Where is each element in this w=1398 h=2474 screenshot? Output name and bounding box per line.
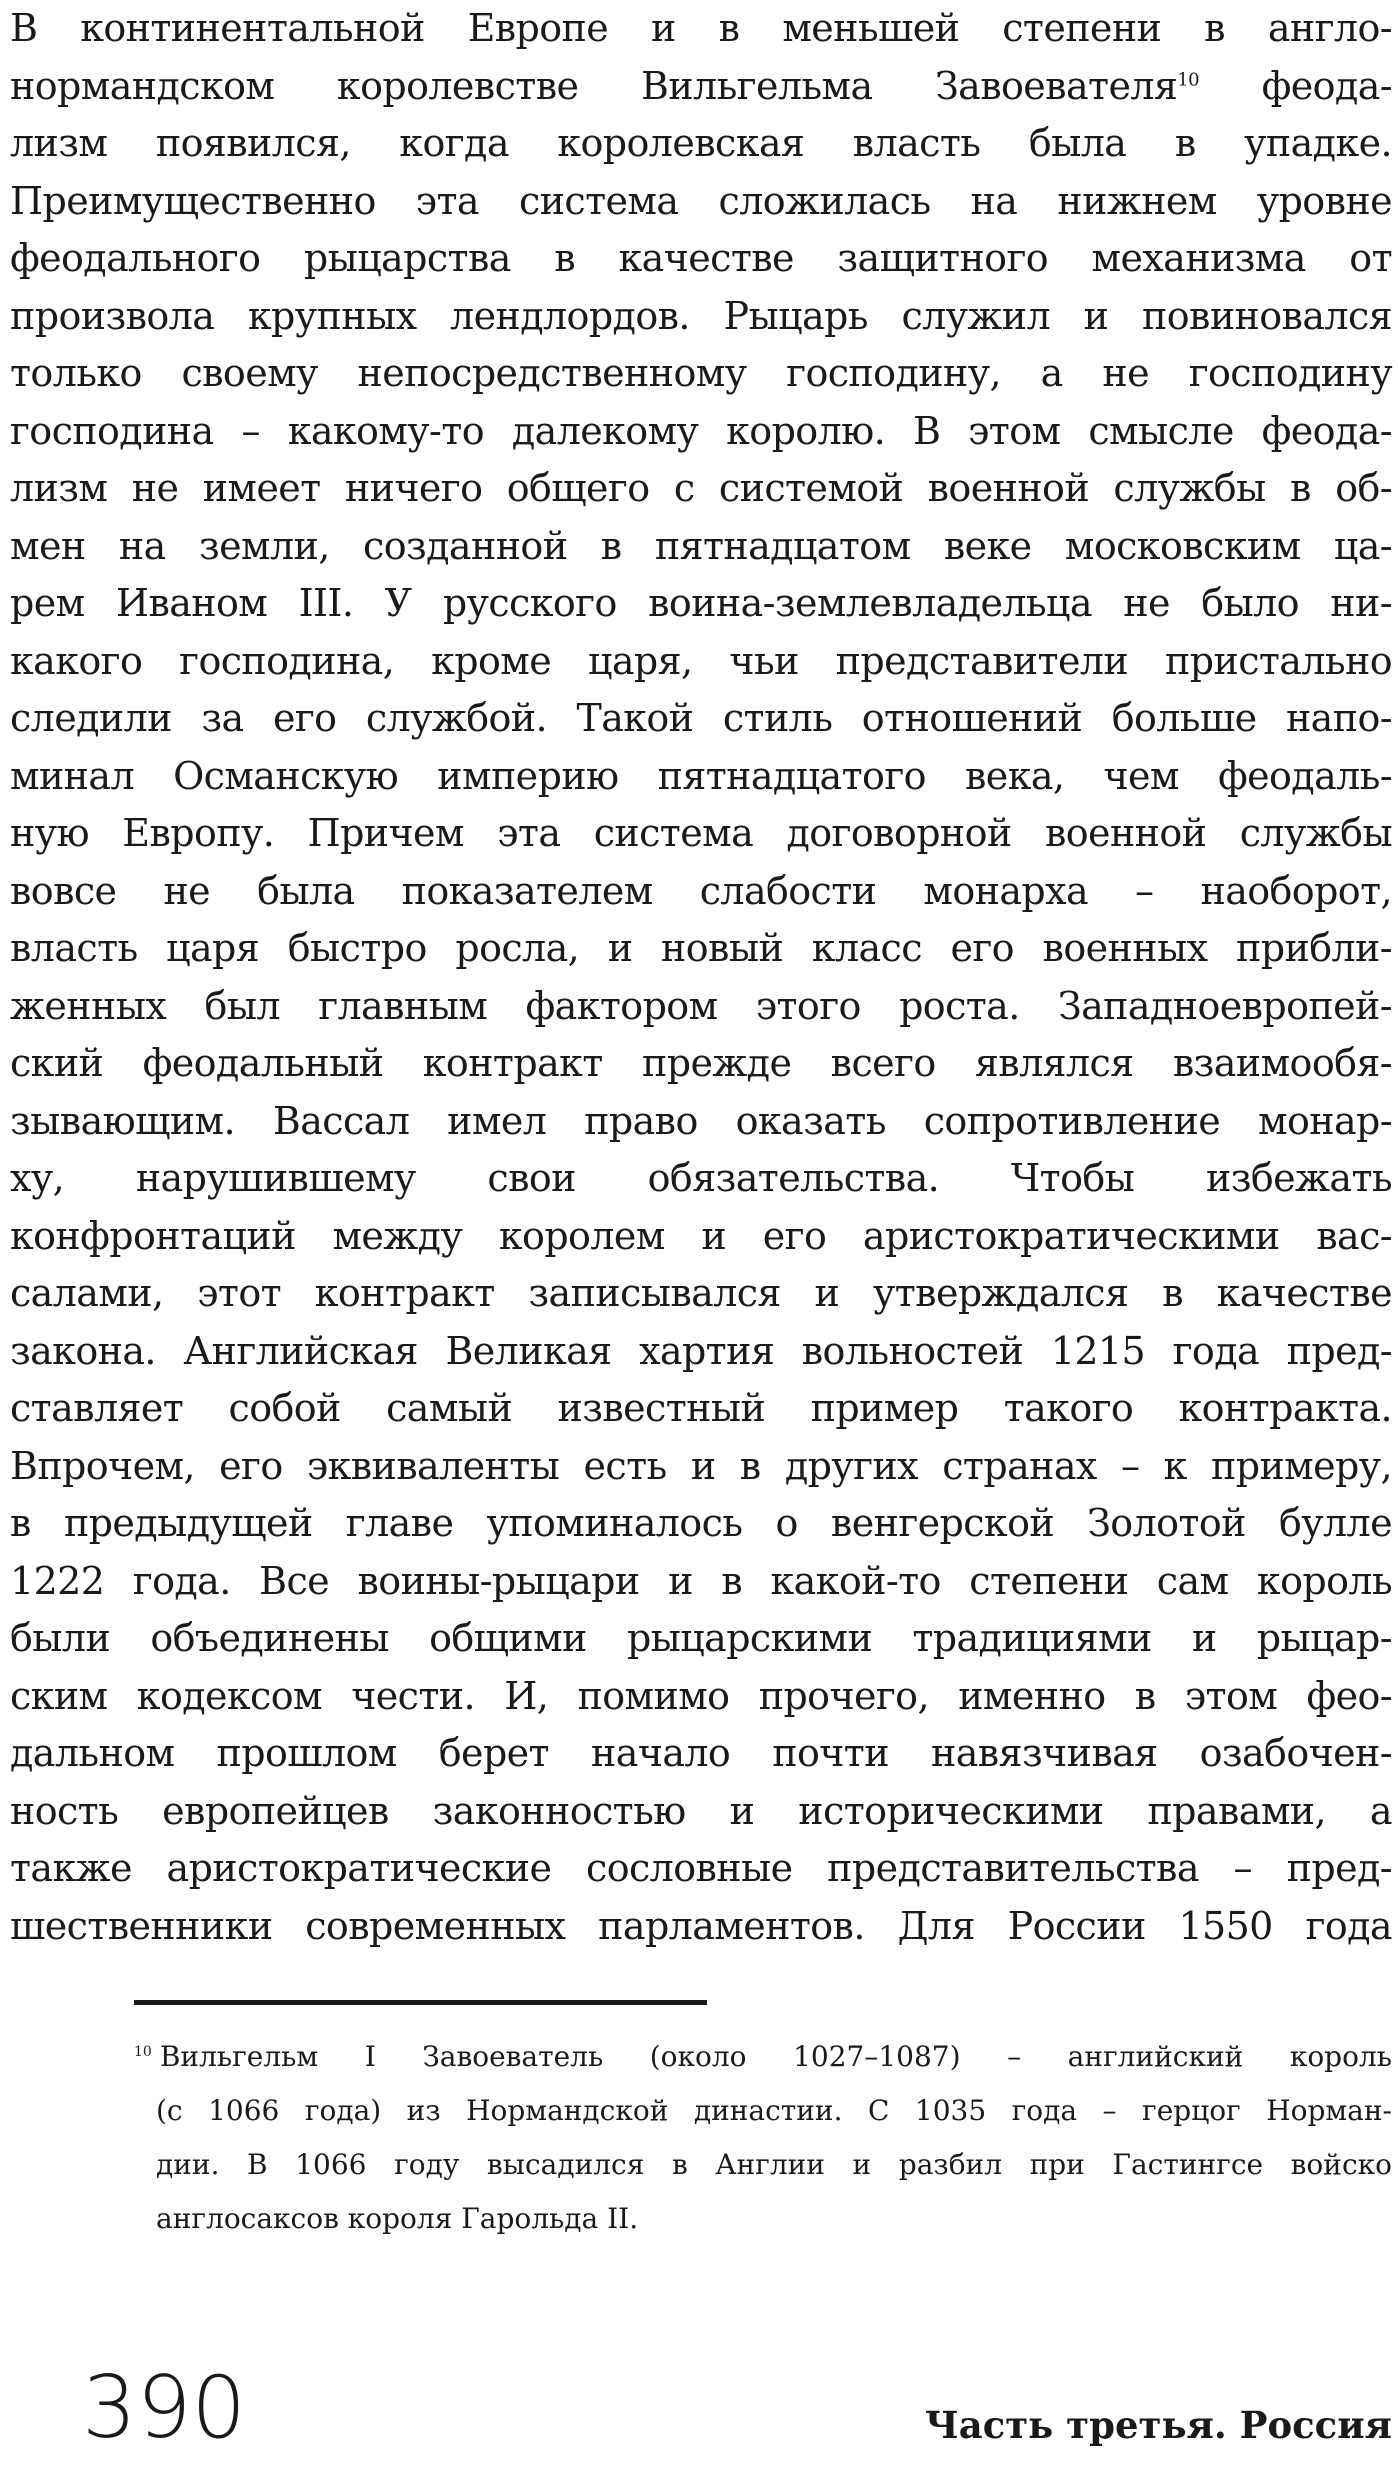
body-line: феодального рыцарства в качестве защитного механизма от xyxy=(10,236,1392,280)
body-line: В континентальной Европе и в меньшей степени в англо- xyxy=(10,6,1392,50)
body-line: следили за его службой. Такой стиль отношений больше напо- xyxy=(10,696,1392,740)
body-line: зывающим. Вассал имел право оказать сопротивление монар- xyxy=(10,1098,1392,1143)
body-line: ху, нарушившему свои обязательства. Чтобы избежать xyxy=(10,1156,1392,1200)
body-line: конфронтаций между королем и его аристократическими вас- xyxy=(10,1213,1392,1258)
footnote-ref: 10 xyxy=(1177,68,1199,90)
footnote-number: 10 xyxy=(134,2043,152,2060)
body-line: ную Европу. Причем эта система договорной военной службы xyxy=(10,811,1392,855)
body-line: власть царя быстро росла, и новый класс его военных прибли- xyxy=(10,926,1392,970)
body-line: вовсе не была показателем слабости монарха – наоборот, xyxy=(10,868,1392,913)
body-line xyxy=(10,58,1392,116)
footnote-divider xyxy=(134,2000,707,2005)
footnote-line: дии. В 1066 году высадился в Англии и разбил при Гастингсе войско xyxy=(156,2148,1392,2181)
page-number: 390 xyxy=(82,2358,247,2458)
body-line: ставляет собой самый известный пример такого контракта. xyxy=(10,1386,1392,1430)
body-line: лизм появился, когда королевская власть была в упадке. xyxy=(10,121,1392,165)
body-line: ский феодальный контракт прежде всего являлся взаимообя- xyxy=(10,1041,1392,1085)
body-line: минал Османскую империю пятнадцатого века, чем феодаль- xyxy=(10,753,1392,798)
body-line: в предыдущей главе упоминалось о венгерской Золотой булле xyxy=(10,1501,1392,1545)
body-line: произвола крупных лендлордов. Рыцарь служил и повиновался xyxy=(10,293,1392,338)
footnote-line: англосаксов короля Гарольда II. xyxy=(156,2202,639,2235)
body-line: женных был главным фактором этого роста. Западноевропей- xyxy=(10,983,1392,1028)
body-line: какого господина, кроме царя, чьи представители пристально xyxy=(10,638,1392,683)
body-line: Впрочем, его эквиваленты есть и в других странах – к примеру, xyxy=(10,1443,1392,1488)
footnote xyxy=(134,2030,1392,2246)
body-line: салами, этот контракт записывался и утверждался в качестве xyxy=(10,1271,1392,1315)
body-line: только своему непосредственному господину, а не господину xyxy=(10,351,1392,395)
body-line-text: нормандском королевстве Вильгельма Завоевателя xyxy=(10,63,1178,108)
footnote-line: (с 1066 года) из Нормандской династии. С 1035 года – герцог Норман- xyxy=(156,2094,1392,2127)
body-line: ность европейцев законностью и историческими правами, а xyxy=(10,1788,1392,1833)
body-line: господина – какому-то далекому королю. В этом смысле феода- xyxy=(10,408,1392,453)
body-line: ским кодексом чести. И, помимо прочего, именно в этом фео- xyxy=(10,1673,1392,1718)
body-line: также аристократические сословные представительства – пред- xyxy=(10,1846,1392,1890)
body-line: 1222 года. Все воины-рыцари и в какой-то степени сам король xyxy=(10,1558,1392,1603)
footnote-line xyxy=(134,2030,1392,2084)
body-line: были объединены общими рыцарскими традициями и рыцар- xyxy=(10,1616,1392,1660)
body-line: шественники современных парламентов. Для России 1550 года xyxy=(10,1903,1392,1948)
running-head: Часть третья. Россия xyxy=(924,2403,1392,2447)
body-line: Преимущественно эта система сложилась на нижнем уровне xyxy=(10,178,1392,223)
body-line: лизм не имеет ничего общего с системой военной службы в об- xyxy=(10,466,1392,510)
body-line: закона. Английская Великая хартия вольностей 1215 года пред- xyxy=(10,1328,1392,1373)
body-line: мен на земли, созданной в пятнадцатом веке московским ца- xyxy=(10,523,1392,568)
body-line-tail: феода- xyxy=(1198,63,1392,108)
footnote-line-text: Вильгельм I Завоеватель (около 1027–1087) – английский король xyxy=(159,2040,1392,2073)
body-line: дальном прошлом берет начало почти навязчивая озабочен- xyxy=(10,1731,1392,1775)
body-line: рем Иваном III. У русского воина-землевладельца не было ни- xyxy=(10,581,1392,625)
body-text xyxy=(10,0,1392,1955)
